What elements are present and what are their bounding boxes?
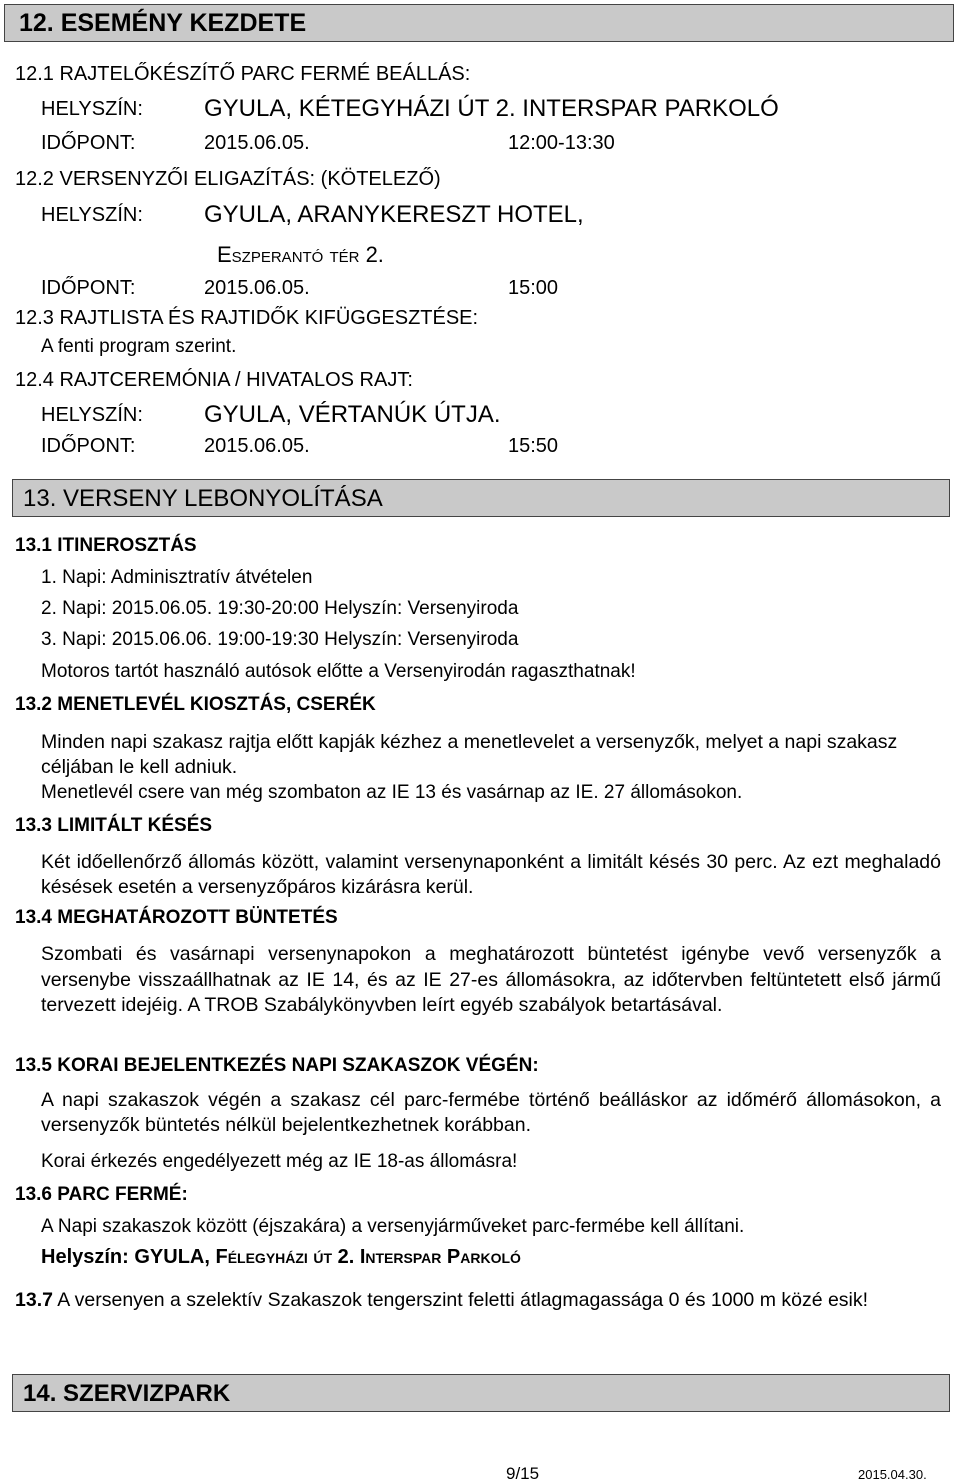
s13-7-paragraph — [15, 1288, 940, 1313]
subsection-12-4-title: 12.4 RAJTCEREMÓNIA / HIVATALOS RAJT: — [15, 369, 413, 391]
section-12-title: 12. ESEMÉNY KEZDETE — [19, 9, 307, 37]
s13-6-paragraph: A Napi szakaszok között (éjszakára) a versenyjárműveket parc-fermébe kell állítani. — [41, 1216, 745, 1237]
subsection-12-1-title: 12.1 RAJTELŐKÉSZÍTŐ PARC FERMÉ BEÁLLÁS: — [15, 63, 471, 85]
subsection-13-6-title: 13.6 PARC FERMÉ: — [15, 1184, 188, 1205]
subsection-13-2-title: 13.2 MENETLEVÉL KIOSZTÁS, CSERÉK — [15, 694, 376, 715]
s12-2-location-value: GYULA, ARANYKERESZT HOTEL, — [204, 201, 584, 228]
s13-6-location-value: Félegyházi út 2. Interspar Parkoló — [215, 1246, 521, 1268]
s12-4-location-label: HELYSZÍN: — [41, 404, 143, 426]
subsection-13-1-title: 13.1 ITINEROSZTÁS — [15, 535, 197, 556]
s13-6-location — [41, 1246, 521, 1269]
s13-4-paragraph: Szombati és vasárnapi versenynapokon a meghatározott büntetést igénybe vevő versenyzők a versenybe visszaállhatnak az IE 14, és az IE 27-es állomásokra, az időtervben feltüntetett első jármű tervezett idejéig. A TROB Szabálykönyvben leírt egyéb szabályok betartásával. — [41, 943, 941, 1016]
s12-2-time-label: IDŐPONT: — [41, 277, 136, 299]
s12-2-location-value-line2: Eszperantó tér 2. — [217, 242, 384, 267]
subsection-13-3-title: 13.3 LIMITÁLT KÉSÉS — [15, 815, 213, 836]
s12-2-location-label: HELYSZÍN: — [41, 204, 143, 226]
s13-1-note: Motoros tartót használó autósok előtte a Versenyirodán ragaszthatnak! — [41, 661, 636, 682]
s13-1-item: 3. Napi: 2015.06.06. 19:00-19:30 Helyszín: Versenyiroda — [41, 629, 519, 650]
section-14-header — [12, 1374, 950, 1412]
s12-1-time: 12:00-13:30 — [508, 132, 615, 154]
s12-1-location-label: HELYSZÍN: — [41, 98, 143, 120]
s13-5-paragraph-2: Korai érkezés engedélyezett még az IE 18-as állomásra! — [41, 1151, 518, 1172]
s13-7-number: 13.7 — [15, 1289, 53, 1311]
section-13-header — [12, 479, 950, 517]
s13-5-paragraph-1: A napi szakaszok végén a szakasz cél parc-fermébe történő beálláskor az időmérő állomásokon, a versenyzők büntetés nélkül bejelentkezhetnek korábban. — [41, 1089, 941, 1136]
s12-1-date: 2015.06.05. — [204, 132, 310, 154]
s13-3-paragraph: Két időellenőrző állomás között, valamint versenynaponként a limitált késés 30 perc. Az ezt meghaladó késések esetén a versenyzőpáros kizárásra kerül. — [41, 851, 941, 898]
subsection-13-4-title: 13.4 MEGHATÁROZOTT BÜNTETÉS — [15, 907, 338, 928]
s13-7-text: A versenyen a szelektív Szakaszok tengerszint feletti átlagmagassága 0 és 1000 m közé esik! — [52, 1289, 869, 1311]
s12-4-time: 15:50 — [508, 435, 559, 457]
section-13-title: 13. VERSENY LEBONYOLÍTÁSA — [23, 485, 383, 512]
section-14-title: 14. SZERVIZPARK — [23, 1380, 231, 1407]
page-number: 9/15 — [506, 1464, 540, 1483]
s12-4-location-value: GYULA, VÉRTANÚK ÚTJA. — [204, 401, 501, 428]
subsection-12-2-title: 12.2 VERSENYZŐI ELIGAZÍTÁS: (KÖTELEZŐ) — [15, 168, 441, 190]
s13-2-paragraph-1: Minden napi szakasz rajtja előtt kapják kézhez a menetlevelet a versenyzők, melyet a napi szakasz céljában le kell adniuk. — [41, 731, 898, 778]
s12-4-date: 2015.06.05. — [204, 435, 310, 457]
section-12-header — [4, 4, 954, 42]
s12-2-date: 2015.06.05. — [204, 277, 310, 299]
s13-1-item: 1. Napi: Adminisztratív átvételen — [41, 567, 313, 588]
footer-date: 2015.04.30. — [858, 1467, 927, 1482]
s12-4-time-label: IDŐPONT: — [41, 435, 136, 457]
s13-6-location-label: Helyszín: GYULA, — [41, 1246, 210, 1268]
s12-1-time-label: IDŐPONT: — [41, 132, 136, 154]
s12-1-location-value: GYULA, KÉTEGYHÁZI ÚT 2. INTERSPAR PARKOLÓ — [204, 95, 779, 122]
s12-2-time: 15:00 — [508, 277, 559, 299]
s12-3-text: A fenti program szerint. — [41, 336, 237, 357]
s13-2-paragraph-2: Menetlevél csere van még szombaton az IE 13 és vasárnap az IE. 27 állomásokon. — [41, 782, 743, 803]
subsection-12-3-title: 12.3 RAJTLISTA ÉS RAJTIDŐK KIFÜGGESZTÉSE: — [15, 307, 479, 329]
s13-1-item: 2. Napi: 2015.06.05. 19:30-20:00 Helyszín: Versenyiroda — [41, 598, 519, 619]
subsection-13-5-title: 13.5 KORAI BEJELENTKEZÉS NAPI SZAKASZOK VÉGÉN: — [15, 1055, 539, 1076]
